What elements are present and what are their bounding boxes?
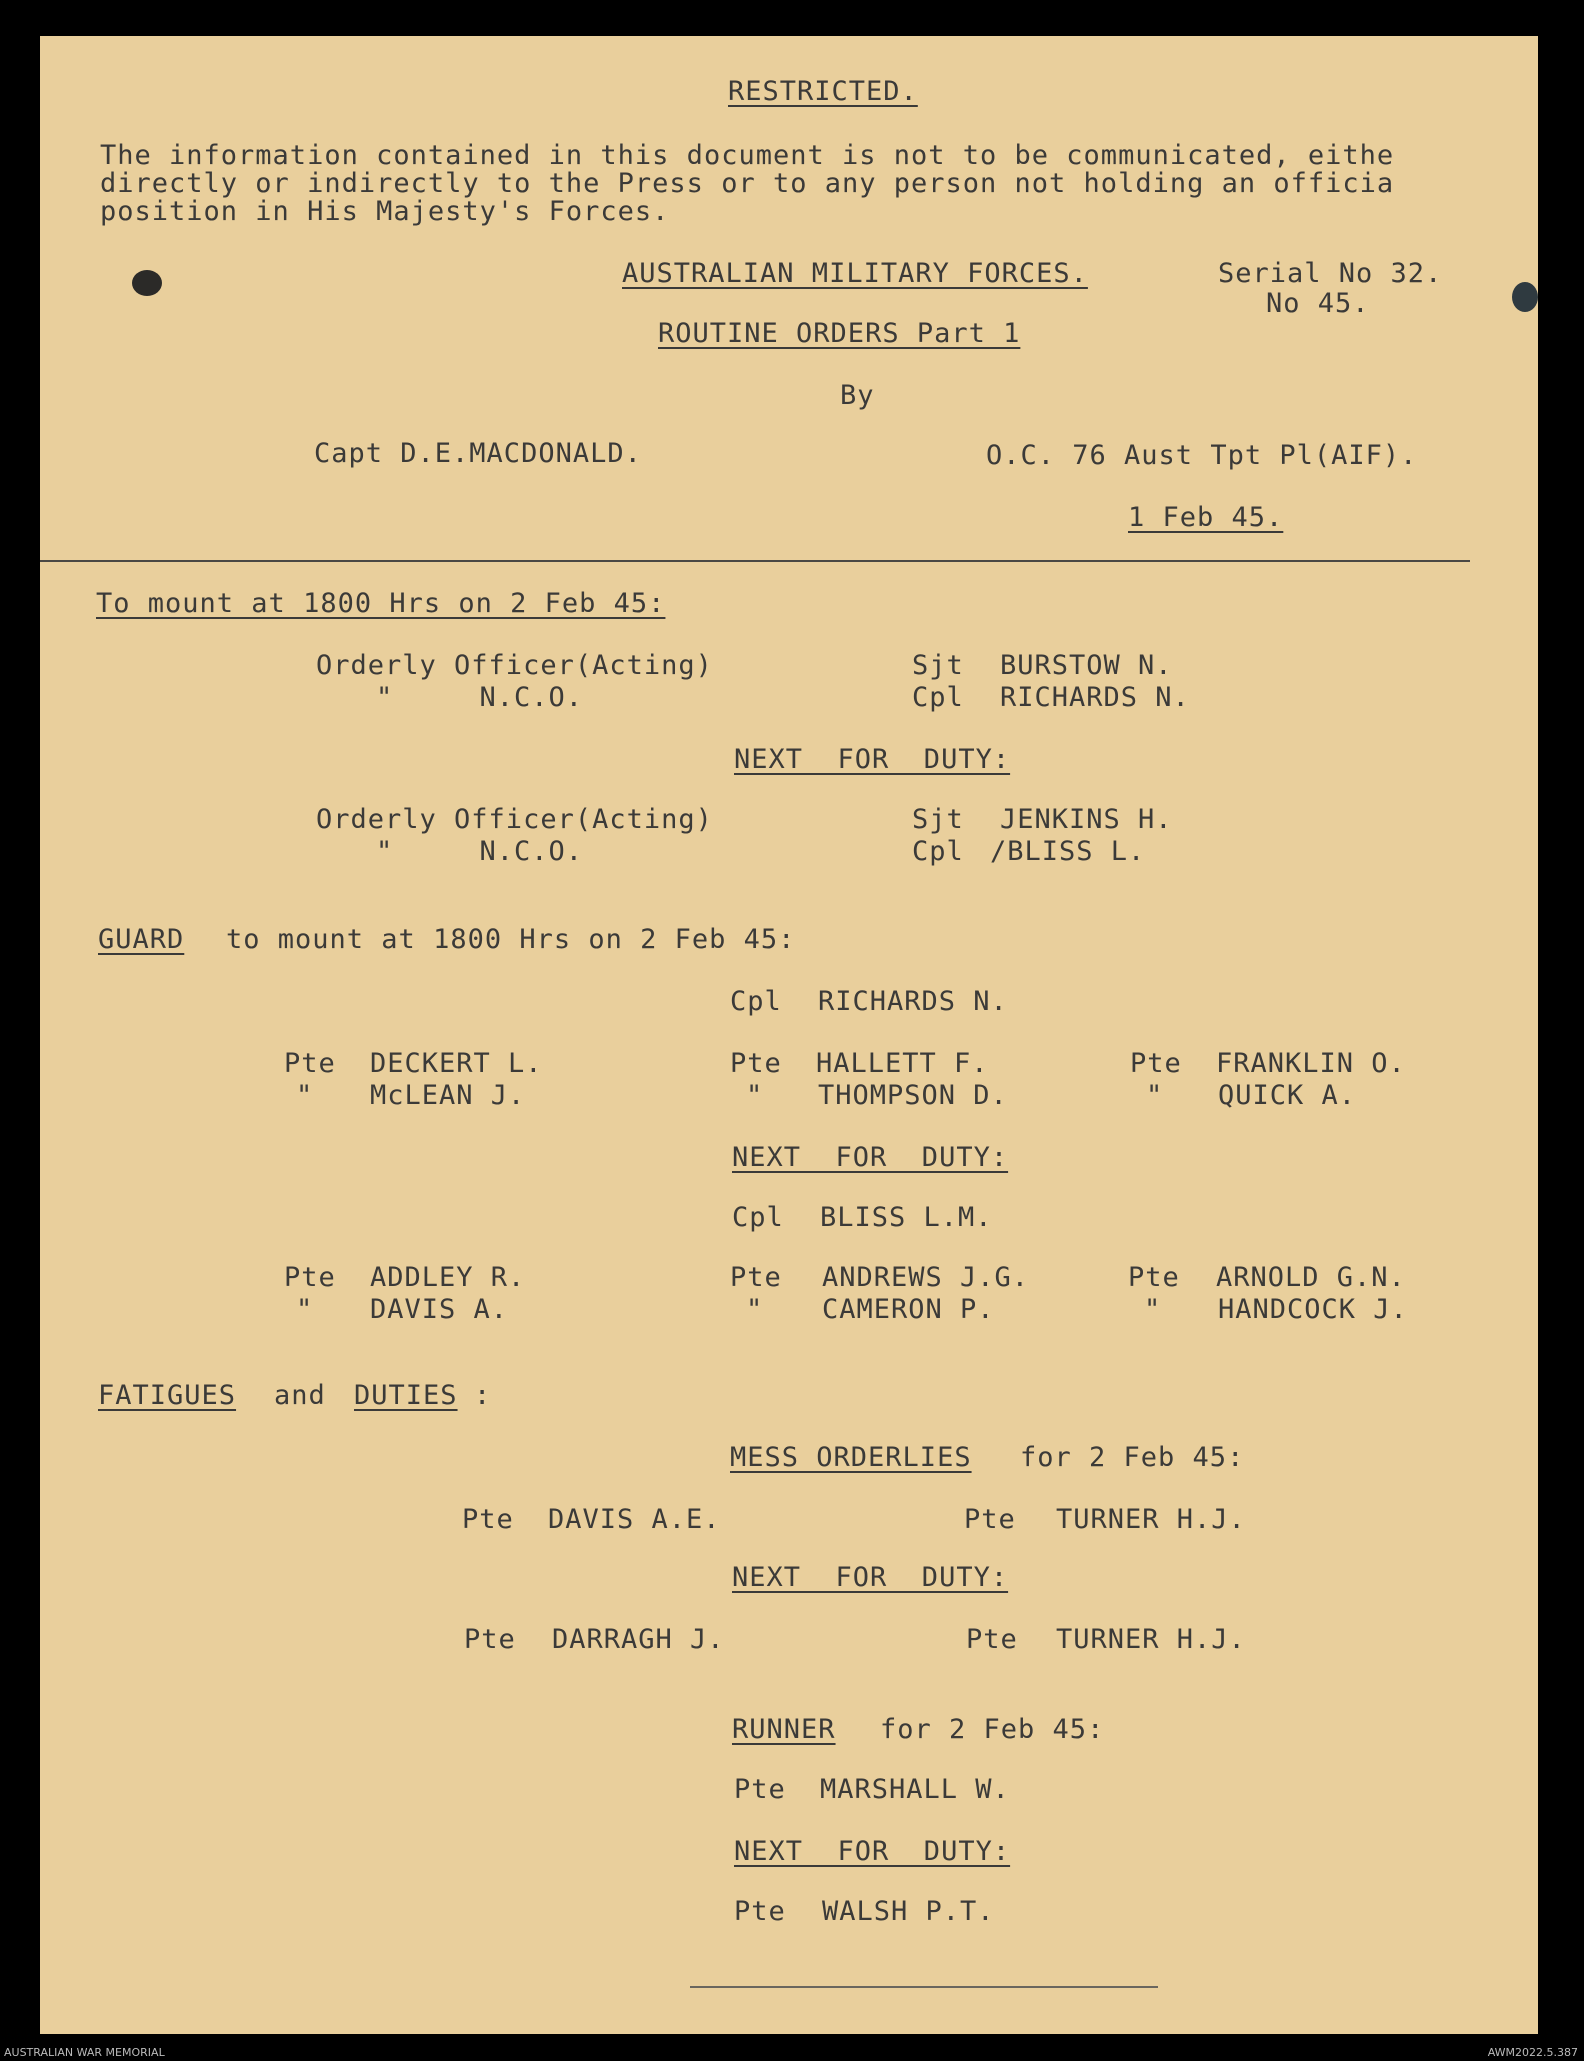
- footer-archive: AUSTRALIAN WAR MEMORIAL: [4, 2046, 165, 2059]
- runner-heading: RUNNER: [732, 1714, 836, 1745]
- duty-name: /BLISS L.: [990, 836, 1146, 867]
- duty-rank: Sjt: [912, 804, 964, 835]
- next-for-duty-heading: NEXT FOR DUTY:: [732, 1562, 1009, 1593]
- issue-date: 1 Feb 45.: [1128, 502, 1284, 533]
- serial-number: Serial No 32.: [1218, 258, 1443, 289]
- next-for-duty-heading: NEXT FOR DUTY:: [732, 1142, 1009, 1173]
- runner-rank: Pte: [734, 1896, 786, 1927]
- guard-rank: ": [746, 1294, 764, 1325]
- guard-name: HANDCOCK J.: [1218, 1294, 1408, 1325]
- duty-rank: Cpl: [912, 836, 964, 867]
- mess-name: DAVIS A.E.: [548, 1504, 721, 1535]
- duties-heading: DUTIES: [354, 1380, 458, 1411]
- duty-name: BURSTOW N.: [1000, 650, 1173, 681]
- ink-stain: [132, 270, 162, 296]
- guard-rank: ": [1144, 1294, 1162, 1325]
- guard-rank: Pte: [284, 1262, 336, 1293]
- duty-name: JENKINS H.: [1000, 804, 1173, 835]
- next-for-duty-heading: NEXT FOR DUTY:: [734, 1836, 1011, 1867]
- guard-rank: Pte: [284, 1048, 336, 1079]
- header-divider: [40, 560, 1470, 562]
- guard-name: ANDREWS J.G.: [822, 1262, 1030, 1293]
- by-label: By: [840, 380, 875, 411]
- guard-name: DAVIS A.: [370, 1294, 509, 1325]
- guard-commander-rank: Cpl: [730, 986, 782, 1017]
- footer-reference: AWM2022.5.387: [1487, 2046, 1578, 2059]
- duty-rank: Sjt: [912, 650, 964, 681]
- duty-name: RICHARDS N.: [1000, 682, 1190, 713]
- guard-name: FRANKLIN O.: [1216, 1048, 1406, 1079]
- mess-rank: Pte: [966, 1624, 1018, 1655]
- guard-name: QUICK A.: [1218, 1080, 1357, 1111]
- guard-heading-rest: to mount at 1800 Hrs on 2 Feb 45:: [226, 924, 796, 955]
- guard-rank: ": [746, 1080, 764, 1111]
- classification-heading: RESTRICTED.: [728, 76, 918, 107]
- guard-rank: Pte: [1130, 1048, 1182, 1079]
- end-divider: [690, 1986, 1158, 1988]
- guard-commander-name: BLISS L.M.: [820, 1202, 993, 1233]
- notice-line-1: The information contained in this document is not to be communicated, eithe: [100, 140, 1395, 171]
- guard-heading-label: GUARD: [98, 924, 185, 955]
- duty-rank: Cpl: [912, 682, 964, 713]
- runner-date: for 2 Feb 45:: [880, 1714, 1105, 1745]
- guard-name: HALLETT F.: [816, 1048, 989, 1079]
- issuing-officer: Capt D.E.MACDONALD.: [314, 438, 642, 469]
- guard-name: CAMERON P.: [822, 1294, 995, 1325]
- guard-commander-name: RICHARDS N.: [818, 986, 1008, 1017]
- guard-rank: ": [296, 1080, 314, 1111]
- runner-name: WALSH P.T.: [822, 1896, 995, 1927]
- duty-role: " N.C.O.: [376, 682, 584, 713]
- mess-name: DARRAGH J.: [552, 1624, 725, 1655]
- duty-heading: To mount at 1800 Hrs on 2 Feb 45:: [96, 588, 666, 619]
- mess-orderlies-date: for 2 Feb 45:: [1020, 1442, 1245, 1473]
- mess-rank: Pte: [964, 1504, 1016, 1535]
- duty-role: " N.C.O.: [376, 836, 584, 867]
- guard-name: THOMPSON D.: [818, 1080, 1008, 1111]
- guard-rank: Pte: [730, 1262, 782, 1293]
- guard-rank: Pte: [1128, 1262, 1180, 1293]
- runner-rank: Pte: [734, 1774, 786, 1805]
- guard-commander-rank: Cpl: [732, 1202, 784, 1233]
- runner-name: MARSHALL W.: [820, 1774, 1010, 1805]
- mess-orderlies-heading: MESS ORDERLIES: [730, 1442, 972, 1473]
- order-number: No 45.: [1266, 288, 1370, 319]
- unit-name: O.C. 76 Aust Tpt Pl(AIF).: [986, 440, 1418, 471]
- next-for-duty-heading: NEXT FOR DUTY:: [734, 744, 1011, 775]
- ink-stain: [1512, 282, 1538, 312]
- fatigues-heading: FATIGUES: [98, 1380, 237, 1411]
- duty-role: Orderly Officer(Acting): [316, 804, 713, 835]
- mess-rank: Pte: [462, 1504, 514, 1535]
- mess-rank: Pte: [464, 1624, 516, 1655]
- org-heading: AUSTRALIAN MILITARY FORCES.: [622, 258, 1088, 289]
- notice-line-3: position in His Majesty's Forces.: [100, 196, 670, 227]
- guard-name: ADDLEY R.: [370, 1262, 526, 1293]
- guard-rank: Pte: [730, 1048, 782, 1079]
- guard-name: DECKERT L.: [370, 1048, 543, 1079]
- guard-name: McLEAN J.: [370, 1080, 526, 1111]
- guard-name: ARNOLD G.N.: [1216, 1262, 1406, 1293]
- duty-role: Orderly Officer(Acting): [316, 650, 713, 681]
- fatigues-heading-and: and: [274, 1380, 326, 1411]
- guard-rank: ": [1146, 1080, 1164, 1111]
- notice-line-2: directly or indirectly to the Press or to any person not holding an officia: [100, 168, 1395, 199]
- orders-title: ROUTINE ORDERS Part 1: [658, 318, 1021, 349]
- mess-name: TURNER H.J.: [1056, 1624, 1246, 1655]
- guard-rank: ": [296, 1294, 314, 1325]
- mess-name: TURNER H.J.: [1056, 1504, 1246, 1535]
- duties-heading-colon: :: [474, 1380, 492, 1411]
- document-page: [40, 36, 1538, 2034]
